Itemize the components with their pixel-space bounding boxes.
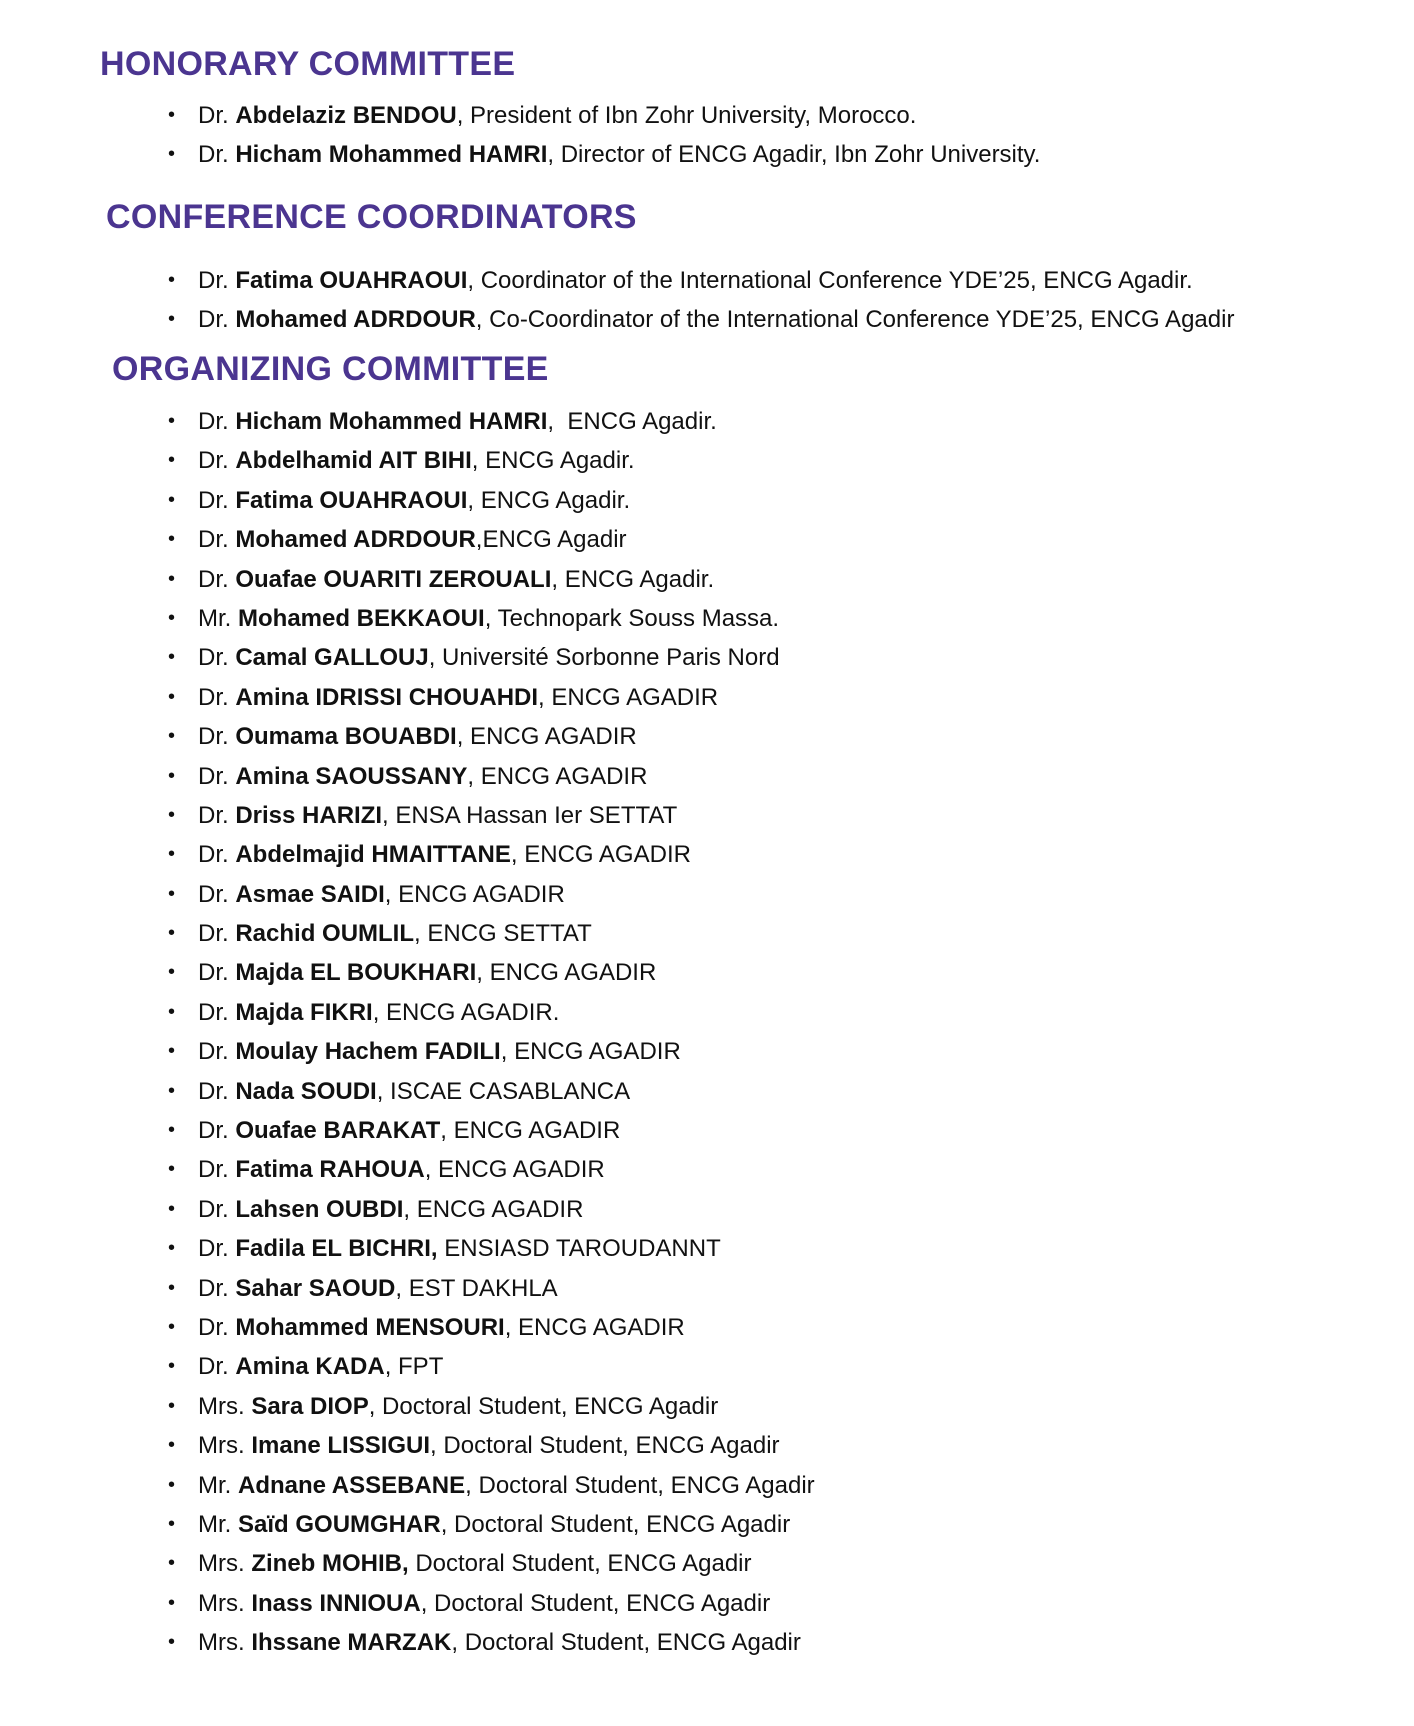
bullet-icon: •	[168, 764, 176, 787]
member-title: Dr.	[198, 306, 229, 334]
member-list-item	[168, 1387, 815, 1426]
member-list-item	[168, 678, 815, 717]
bullet-icon: •	[168, 1197, 176, 1220]
bullet-icon: •	[168, 1119, 176, 1142]
member-list-item	[168, 96, 1040, 135]
member-name: Abdelmajid HMAITTANE	[235, 841, 511, 869]
member-list-item	[168, 1347, 815, 1386]
member-title: Dr.	[198, 1117, 229, 1145]
organizing-committee-section	[0, 349, 815, 1657]
member-list-item	[168, 1032, 815, 1071]
organizing-committee-list	[168, 402, 815, 1663]
bullet-icon: •	[168, 961, 176, 984]
member-title: Dr.	[198, 762, 229, 790]
member-list-item	[168, 835, 815, 874]
bullet-icon: •	[168, 567, 176, 590]
member-name: Moulay Hachem FADILI	[235, 1038, 501, 1066]
member-list-item	[168, 481, 815, 520]
member-list-item	[168, 1150, 815, 1189]
member-title: Dr.	[198, 801, 229, 829]
member-affiliation: , Co-Coordinator of the International Conference YDE’25, ENCG Agadir	[475, 306, 1235, 334]
member-name: Camal GALLOUJ	[235, 644, 429, 672]
member-affiliation: ,ENCG Agadir	[475, 526, 627, 554]
member-list-item	[168, 560, 815, 599]
bullet-icon: •	[168, 843, 176, 866]
member-name: Mohamed BEKKAOUI	[238, 604, 485, 632]
bullet-icon: •	[168, 1591, 176, 1614]
member-affiliation: , ENCG AGADIR	[403, 1195, 584, 1223]
bullet-icon: •	[168, 1315, 176, 1338]
member-affiliation: , ENCG AGADIR	[384, 880, 565, 908]
member-title: Dr.	[198, 1353, 229, 1381]
member-name: Amina SAOUSSANY	[235, 762, 468, 790]
member-affiliation: , ENCG AGADIR	[510, 841, 691, 869]
member-title: Mrs.	[198, 1629, 245, 1657]
member-title: Dr.	[198, 1195, 229, 1223]
member-list-item	[168, 1229, 815, 1268]
bullet-icon: •	[168, 1473, 176, 1496]
member-list-item	[168, 300, 1234, 339]
member-name: Imane LISSIGUI	[251, 1432, 431, 1460]
member-name: Majda FIKRI	[235, 998, 373, 1026]
member-name: Fatima RAHOUA	[235, 1156, 425, 1184]
conference-coordinators-heading: CONFERENCE COORDINATORS	[106, 198, 637, 236]
member-affiliation: , Doctoral Student, ENCG Agadir	[465, 1471, 815, 1499]
member-name: Lahsen OUBDI	[235, 1195, 404, 1223]
organizing-committee-heading: ORGANIZING COMMITTEE	[112, 350, 549, 388]
honorary-committee-section	[0, 44, 1041, 169]
member-title: Dr.	[198, 1156, 229, 1184]
member-affiliation: , ENCG Agadir.	[551, 565, 715, 593]
member-affiliation: , ISCAE CASABLANCA	[376, 1077, 631, 1105]
member-title: Dr.	[198, 880, 229, 908]
bullet-icon: •	[168, 803, 176, 826]
member-list-item	[168, 402, 815, 441]
member-title: Mrs.	[198, 1392, 245, 1420]
member-title: Dr.	[198, 408, 229, 435]
bullet-icon: •	[168, 410, 176, 432]
bullet-icon: •	[168, 725, 176, 748]
bullet-icon: •	[168, 269, 176, 291]
member-affiliation: , ENCG AGADIR	[456, 723, 637, 751]
member-name: Adnane ASSEBANE	[238, 1471, 466, 1499]
conference-coordinators-list	[168, 261, 1234, 340]
member-title: Mrs.	[198, 1550, 245, 1578]
bullet-icon: •	[168, 1394, 176, 1417]
member-list-item	[168, 1111, 815, 1150]
member-affiliation: , Doctoral Student, ENCG Agadir	[430, 1432, 780, 1460]
bullet-icon: •	[168, 1512, 176, 1535]
bullet-icon: •	[168, 685, 176, 708]
member-affiliation: , FPT	[384, 1353, 444, 1381]
member-title: Dr.	[198, 102, 229, 129]
member-name: Majda EL BOUKHARI	[235, 959, 477, 987]
member-name: Fadila EL BICHRI,	[235, 1235, 438, 1263]
bullet-icon: •	[168, 143, 176, 166]
bullet-icon: •	[168, 449, 176, 472]
member-affiliation: , ENCG Agadir.	[471, 447, 635, 475]
member-title: Dr.	[198, 1313, 229, 1341]
member-affiliation: , ENCG AGADIR	[504, 1313, 685, 1341]
member-list-item	[168, 599, 815, 638]
member-title: Dr.	[198, 644, 229, 672]
member-affiliation: , Doctoral Student, ENCG Agadir	[440, 1510, 791, 1538]
member-title: Dr.	[198, 1274, 229, 1302]
member-title: Dr.	[198, 1038, 229, 1066]
member-affiliation: , ENCG SETTAT	[414, 920, 592, 948]
member-list-item	[168, 1505, 815, 1544]
member-name: Amina KADA	[235, 1353, 385, 1381]
member-list-item	[168, 441, 815, 480]
member-affiliation: , Doctoral Student, ENCG Agadir	[368, 1392, 719, 1420]
honorary-committee-list	[168, 96, 1040, 175]
bullet-icon: •	[168, 1434, 176, 1457]
member-title: Dr.	[198, 1235, 229, 1263]
member-title: Mr.	[198, 1471, 232, 1499]
bullet-icon: •	[168, 1158, 176, 1181]
member-title: Dr.	[198, 920, 229, 948]
member-title: Dr.	[198, 723, 229, 751]
member-title: Dr.	[198, 267, 229, 294]
member-affiliation: , ENCG AGADIR	[500, 1038, 681, 1066]
member-list-item	[168, 1426, 815, 1465]
member-list-item	[168, 1269, 815, 1308]
member-title: Dr.	[198, 841, 229, 869]
bullet-icon: •	[168, 606, 176, 629]
member-title: Mrs.	[198, 1589, 245, 1617]
bullet-icon: •	[168, 1631, 176, 1654]
bullet-icon: •	[168, 528, 176, 551]
member-name: Hicham Mohammed HAMRI	[235, 408, 548, 435]
member-name: Mohamed ADRDOUR	[235, 526, 476, 554]
member-list-item	[168, 875, 815, 914]
member-name: Abdelhamid AIT BIHI	[235, 447, 472, 475]
member-list-item	[168, 1544, 815, 1583]
member-list-item	[168, 953, 815, 992]
member-name: Fatima OUAHRAOUI	[235, 486, 468, 514]
member-affiliation: , ENCG AGADIR.	[372, 998, 560, 1026]
member-list-item	[168, 1623, 815, 1662]
member-name: Ouafae BARAKAT	[235, 1117, 441, 1145]
member-list-item	[168, 796, 815, 835]
member-affiliation: , ENCG Agadir.	[547, 408, 717, 435]
member-name: Mohammed MENSOURI	[235, 1313, 505, 1341]
bullet-icon: •	[168, 1552, 176, 1575]
member-title: Dr.	[198, 447, 229, 475]
member-name: Amina IDRISSI CHOUAHDI	[235, 683, 539, 711]
member-list-item	[168, 261, 1234, 300]
member-name: Rachid OUMLIL	[235, 920, 415, 948]
member-list-item	[168, 1584, 815, 1623]
bullet-icon: •	[168, 1079, 176, 1102]
bullet-icon: •	[168, 308, 176, 331]
bullet-icon: •	[168, 646, 176, 669]
member-affiliation: , Doctoral Student, ENCG Agadir	[451, 1629, 801, 1657]
member-title: Dr.	[198, 683, 229, 711]
member-name: Asmae SAIDI	[235, 880, 385, 908]
member-title: Dr.	[198, 526, 229, 554]
member-name: Mohamed ADRDOUR	[235, 306, 476, 334]
member-affiliation: , Université Sorbonne Paris Nord	[428, 644, 780, 672]
member-list-item	[168, 638, 815, 677]
conference-coordinators-section	[0, 197, 1235, 334]
honorary-committee-heading: HONORARY COMMITTEE	[100, 45, 516, 83]
bullet-icon: •	[168, 922, 176, 945]
member-name: Oumama BOUABDI	[235, 723, 457, 751]
member-list-item	[168, 757, 815, 796]
member-affiliation: , ENCG AGADIR	[424, 1156, 605, 1184]
member-affiliation: , ENCG AGADIR	[538, 683, 719, 711]
member-title: Dr.	[198, 565, 229, 593]
member-title: Mrs.	[198, 1432, 245, 1460]
bullet-icon: •	[168, 1355, 176, 1378]
member-affiliation: , ENCG AGADIR	[476, 959, 657, 987]
bullet-icon: •	[168, 1000, 176, 1023]
member-name: Hicham Mohammed HAMRI	[235, 141, 548, 169]
member-list-item	[168, 914, 815, 953]
member-affiliation: , ENCG AGADIR	[440, 1117, 621, 1145]
member-name: Sara DIOP	[251, 1392, 369, 1420]
bullet-icon: •	[168, 488, 176, 511]
member-list-item	[168, 1190, 815, 1229]
member-title: Mr.	[198, 604, 232, 632]
member-affiliation: Doctoral Student, ENCG Agadir	[408, 1550, 752, 1578]
member-affiliation: , ENCG Agadir.	[467, 486, 631, 514]
member-name: Ihssane MARZAK	[251, 1629, 452, 1657]
bullet-icon: •	[168, 1237, 176, 1260]
bullet-icon: •	[168, 1276, 176, 1299]
member-affiliation: , ENCG AGADIR	[467, 762, 648, 790]
member-affiliation: , Coordinator of the International Conference YDE’25, ENCG Agadir.	[467, 267, 1193, 294]
member-list-item	[168, 993, 815, 1032]
member-title: Dr.	[198, 998, 229, 1026]
member-affiliation: , Doctoral Student, ENCG Agadir	[420, 1589, 771, 1617]
member-affiliation: , ENSA Hassan Ier SETTAT	[382, 801, 678, 829]
member-affiliation: , President of Ibn Zohr University, Morocco.	[456, 102, 917, 129]
member-list-item	[168, 717, 815, 756]
member-title: Dr.	[198, 486, 229, 514]
member-name: Fatima OUAHRAOUI	[235, 267, 468, 294]
member-name: Abdelaziz BENDOU	[235, 102, 457, 129]
member-name: Zineb MOHIB,	[251, 1550, 409, 1578]
member-name: Sahar SAOUD	[235, 1274, 396, 1302]
bullet-icon: •	[168, 1040, 176, 1063]
member-name: Saïd GOUMGHAR	[238, 1510, 441, 1538]
member-affiliation: , EST DAKHLA	[395, 1274, 558, 1302]
member-name: Nada SOUDI	[235, 1077, 377, 1105]
member-title: Dr.	[198, 959, 229, 987]
member-list-item	[168, 1466, 815, 1505]
member-list-item	[168, 1308, 815, 1347]
member-title: Dr.	[198, 141, 229, 169]
member-affiliation: ENSIASD TAROUDANNT	[437, 1235, 721, 1263]
member-list-item	[168, 1072, 815, 1111]
member-name: Inass INNIOUA	[251, 1589, 421, 1617]
member-list-item	[168, 135, 1040, 174]
member-affiliation: , Director of ENCG Agadir, Ibn Zohr University.	[547, 141, 1041, 169]
member-list-item	[168, 520, 815, 559]
member-name: Ouafae OUARITI ZEROUALI	[235, 565, 552, 593]
member-title: Mr.	[198, 1510, 232, 1538]
member-affiliation: , Technopark Souss Massa.	[484, 604, 780, 632]
member-title: Dr.	[198, 1077, 229, 1105]
bullet-icon: •	[168, 104, 176, 126]
member-name: Driss HARIZI	[235, 801, 383, 829]
bullet-icon: •	[168, 882, 176, 905]
